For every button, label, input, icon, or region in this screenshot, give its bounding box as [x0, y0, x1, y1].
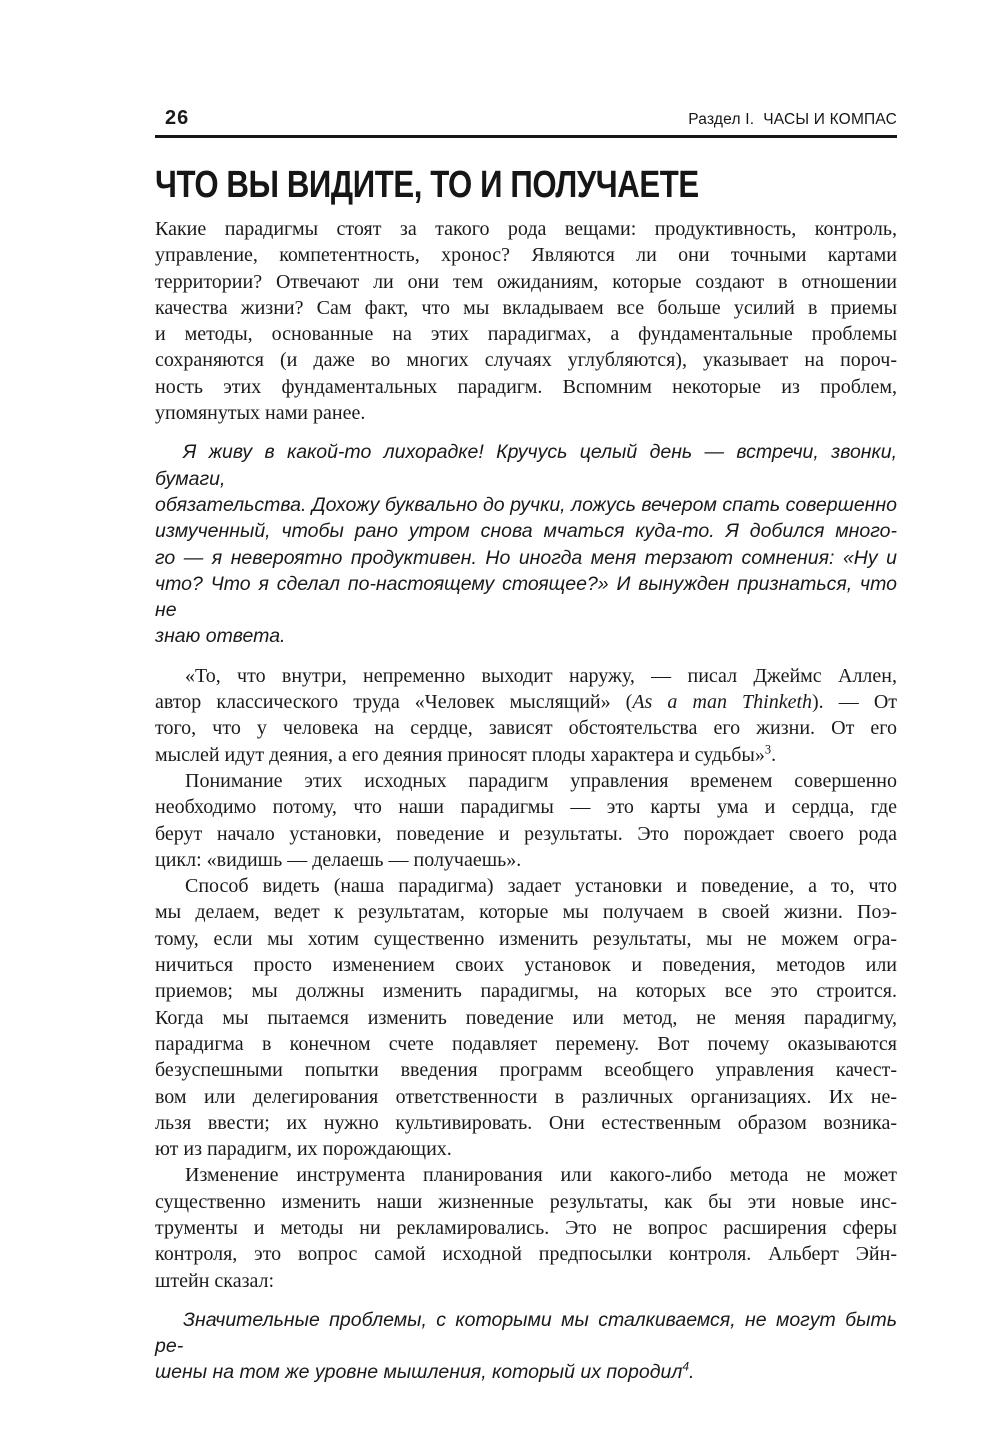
text-line: Я живу в какой-то лихорадке! Кручусь целый день — встречи, звонки, бумаги, [155, 441, 897, 490]
text-line: приемов; мы должны изменить парадигмы, на которых все это строится. [155, 980, 897, 1003]
text-line: измученный, чтобы рано утром снова мчаться куда-то. Я добился много- [155, 520, 897, 543]
text-line: мыслей идут деяния, а его деяния приносят плоды характера и судьбы»$^3$. [155, 741, 777, 766]
page-number: 26 [165, 107, 190, 129]
paragraph [155, 768, 897, 873]
text-line: цикл: «видишь — делаешь — получаешь». [155, 848, 522, 871]
text-line: обязательства. Дохожу буквально до ручки, ложусь вечером спать совершенно [155, 493, 897, 516]
text-line: тому, если мы хотим существенно изменить результаты, мы не можем огра- [155, 927, 897, 950]
text-line: безуспешными попытки введения программ всеобщего управления качест- [155, 1059, 897, 1082]
text-line: «То, что внутри, непременно выходит наружу, — писал Джеймс Аллен, [185, 664, 897, 687]
text-line: контроля, это вопрос самой исходной предпосылки контроля. Альберт Эйн- [155, 1243, 897, 1266]
page-title: ЧТО ВЫ ВИДИТЕ, ТО И ПОЛУЧАЕТЕ [155, 164, 699, 206]
text-line: управление, компетентность, хронос? Являются ли они точными картами [155, 244, 897, 267]
quote-block [155, 439, 897, 649]
paragraph [155, 663, 897, 768]
paragraph [155, 216, 897, 426]
text-line: штейн сказал: [155, 1269, 275, 1292]
text-line: необходимо потому, что наши парадигмы — это карты ума и сердца, где [155, 796, 897, 819]
header-rule [155, 135, 897, 138]
text-line: трументы и методы ни рекламировались. Это не вопрос расширения сферы [155, 1216, 897, 1239]
text-line: шены на том же уровне мышления, который их породил$^4$. [155, 1359, 695, 1384]
text-line: сохраняются (и даже во многих случаях углубляются), указывает на пороч- [155, 349, 897, 372]
text-line: льзя ввести; их нужно культивировать. Они естественным образом возника- [155, 1111, 897, 1134]
text-line: территории? Отвечают ли они тем ожиданиям, которые создают в отношении [155, 270, 897, 293]
text-line: автор классического труда «Человек мыслящий» (As a man Thinketh). — От [155, 691, 898, 714]
text-blocks [155, 216, 897, 1399]
text-line: Значительные проблемы, с которыми мы сталкиваемся, не могут быть ре- [155, 1308, 897, 1358]
text-line: знаю ответа. [155, 625, 286, 648]
text-line: ничиться просто изменением своих установок и поведения, методов или [155, 954, 897, 977]
text-line: Когда мы пытаемся изменить поведение или метод, не меняя парадигму, [155, 1006, 897, 1029]
paragraph [155, 1162, 897, 1293]
text-line: мы делаем, ведет к результатам, которые мы получаем в своей жизни. Поэ- [155, 901, 897, 924]
paragraph [155, 873, 897, 1162]
text-line: вом или делегирования ответственности в различных организациях. Их не- [155, 1085, 897, 1108]
section-heading [688, 111, 897, 129]
text-line: ность этих фундаментальных парадигм. Вспомним некоторые из проблем, [155, 375, 897, 398]
section-label: Раздел I. [688, 111, 755, 128]
text-line: Какие парадигмы стоят за такого рода вещами: продуктивность, контроль, [155, 218, 897, 240]
text-line: и методы, основанные на этих парадигмах, а фундаментальные проблемы [155, 323, 897, 346]
text-line: упомянутых нами ранее. [155, 402, 366, 425]
text-line: что? Что я сделал по-настоящему стоящее?» И вынужден признаться, что не [155, 572, 897, 622]
section-title: ЧАСЫ И КОМПАС [763, 111, 897, 128]
text-line: го — я невероятно продуктивен. Но иногда меня терзают сомнения: «Ну и [155, 546, 897, 569]
text-line: парадигма в конечном счете подавляет перемену. Вот почему оказываются [155, 1032, 897, 1055]
text-line: качества жизни? Сам факт, что мы вкладываем все больше усилий в приемы [155, 296, 897, 319]
text-line: того, что у человека на сердце, зависят обстоятельства его жизни. От его [155, 717, 897, 740]
quote-block [155, 1307, 897, 1386]
text-line: Понимание этих исходных парадигм управления временем совершенно [185, 769, 897, 792]
text-line: существенно изменить наши жизненные результаты, как бы эти новые инс- [155, 1190, 897, 1213]
text-line: берут начало установки, поведение и результаты. Это порождает своего рода [155, 822, 897, 845]
text-line: Изменение инструмента планирования или какого-либо метода не может [185, 1164, 897, 1187]
running-head [155, 107, 897, 130]
text-line: ют из парадигм, их порождающих. [155, 1138, 452, 1161]
text-line: Способ видеть (наша парадигма) задает установки и поведение, а то, что [185, 875, 897, 898]
